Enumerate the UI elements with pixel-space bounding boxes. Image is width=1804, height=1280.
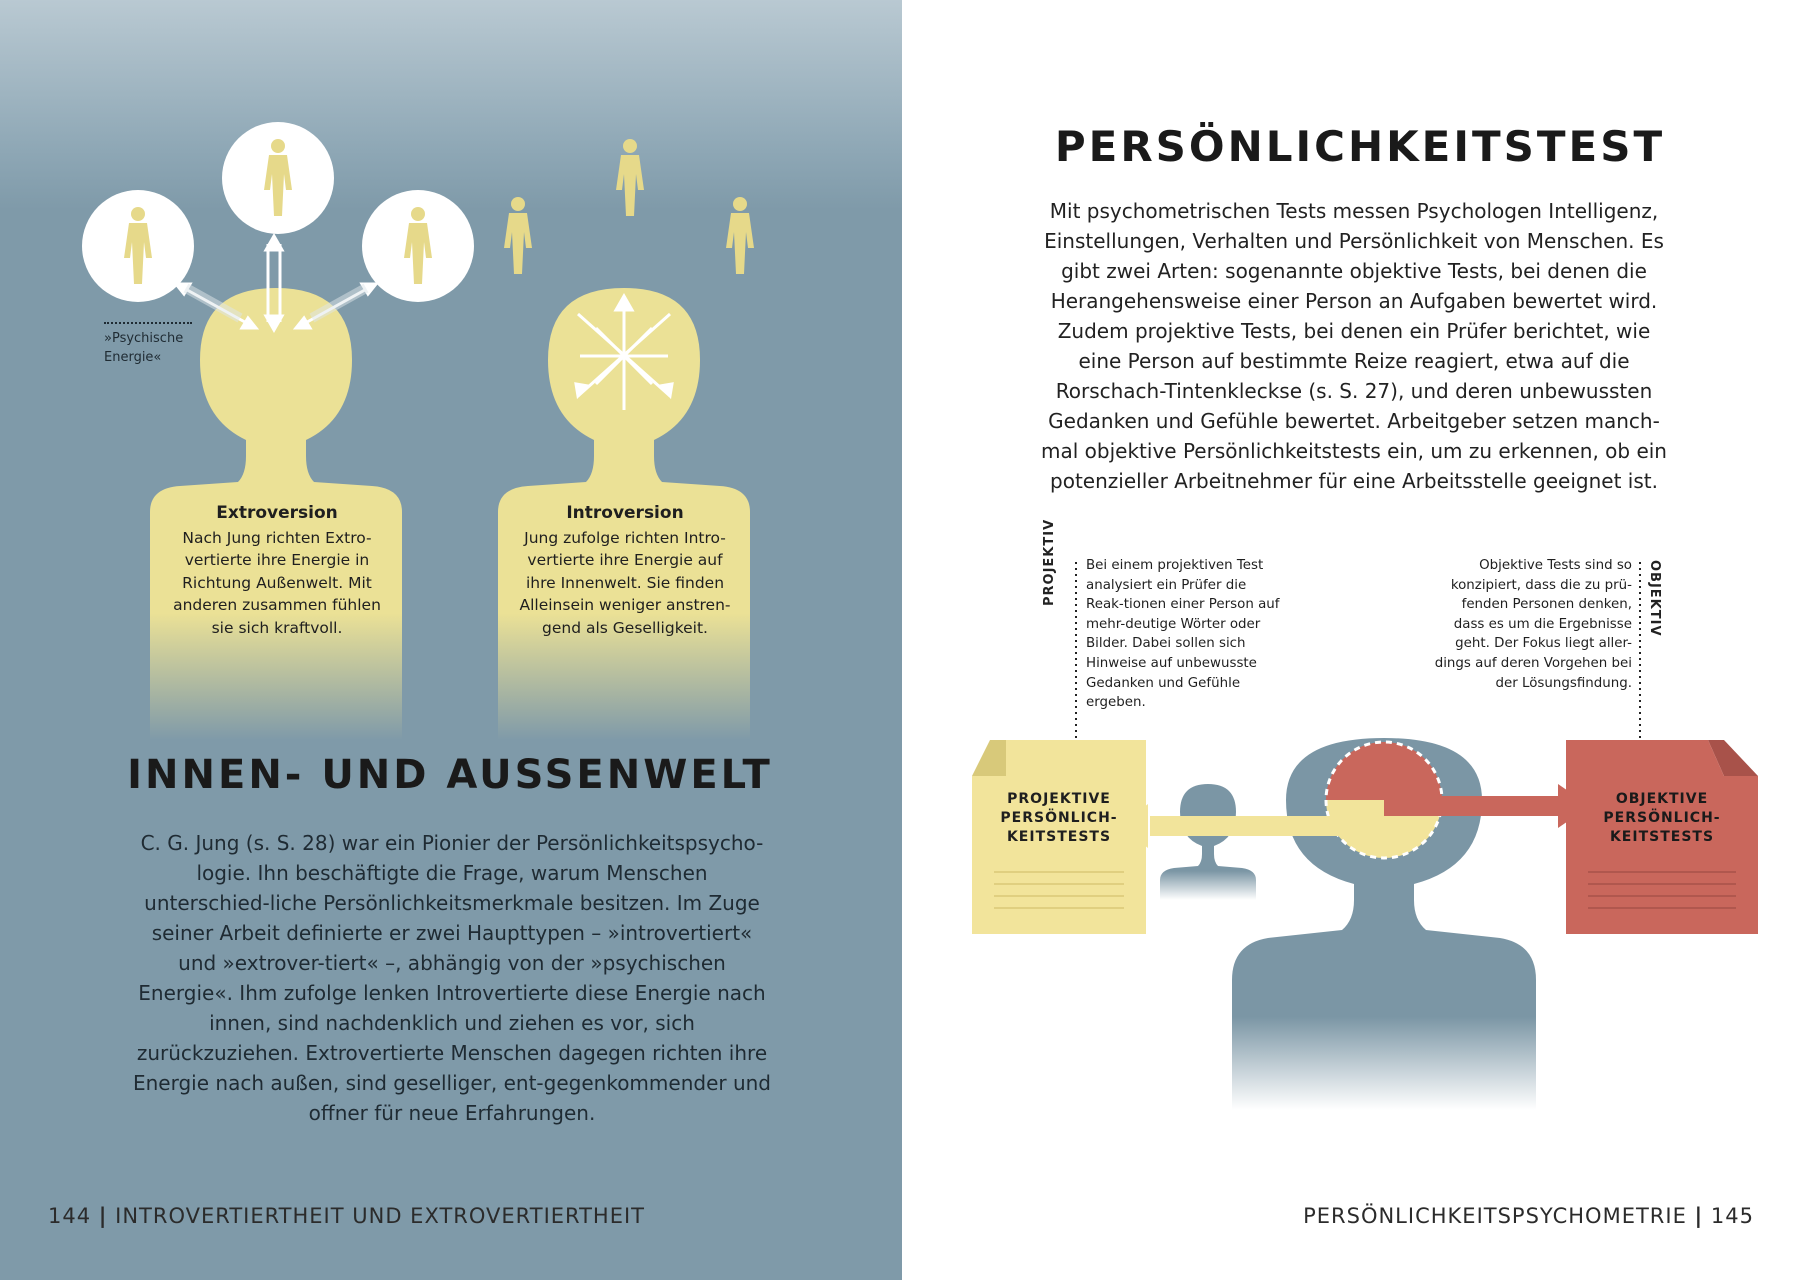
footer-separator-left: | <box>98 1204 108 1228</box>
test-subject-silhouette <box>1232 738 1536 1110</box>
psychic-energy-leader-line <box>104 322 192 324</box>
objective-doc-label: OBJEKTIVE PERSÖNLICH-KEITSTESTS <box>1603 791 1721 845</box>
right-footer <box>1303 1204 1754 1228</box>
personality-test-diagram <box>902 0 1804 1280</box>
examiner-silhouette <box>1160 784 1256 900</box>
extroversion-heading: Extroversion <box>216 503 338 523</box>
introversion-text: Jung zufolge richten Intro-vertierte ihre Energie auf ihre Innenwelt. Sie finden Alleinsein weniger anstren-gend als Geselligkeit. <box>519 528 731 637</box>
left-page-number: 144 <box>48 1204 92 1228</box>
right-page-number: 145 <box>1710 1204 1754 1228</box>
right-footer-section: PERSÖNLICHKEITSPSYCHOMETRIE <box>1303 1204 1687 1228</box>
right-page-body: Mit psychometrischen Tests messen Psychologen Intelligenz, Einstellungen, Verhalten und Persönlichkeit von Menschen. Es gibt zwei Arten: sogenannte objektive Tests, bei denen die Herangehensweise einer Person an Aufgaben bewertet wird. Zudem projektive Tests, bei denen ein Prüfer berichtet, wie eine Person auf bestimmte Reize reagiert, etwa auf die Rorschach-Tintenkleckse (s. S. 27), und deren unbewussten Gedanken und Gefühle bewertet. Arbeitgeber setzen manch-mal objektive Persönlichkeitstests ein, um zu erkennen, ob ein potenzieller Arbeitnehmer für eine Arbeitsstelle geeignet ist. <box>1041 199 1667 493</box>
right-page <box>902 0 1804 1280</box>
left-footer <box>48 1204 645 1228</box>
introversion-box <box>514 502 736 640</box>
projective-doc-label: PROJEKTIVE PERSÖNLICH-KEITSTESTS <box>1000 791 1118 845</box>
introversion-heading: Introversion <box>566 503 684 523</box>
social-circle-right <box>362 190 474 302</box>
projective-note: Bei einem projektiven Test analysiert ein Prüfer die Reak-tionen einer Person auf mehr-deutige Wörter oder Bilder. Dabei sollen sich Hinweise auf unbewusste Gedanken und Gefühle ergeben. <box>1086 558 1280 711</box>
footer-separator-right: | <box>1694 1204 1704 1228</box>
objective-note: Objektive Tests sind so konzipiert, dass die zu prü-fenden Personen denken, dass es um die Ergebnisse geht. Der Fokus liegt aller-dings auf deren Vorgehen bei der Lösungsfindung. <box>1434 558 1632 691</box>
left-page-body: C. G. Jung (s. S. 28) war ein Pionier der Persönlichkeitspsycho-logie. Ihn beschäftigte die Frage, warum Menschen unterschied-liche Persönlichkeitsmerkmale besitzen. Im Zuge seiner Arbeit definierte er zwei Haupttypen – »introvertiert« und »extrover-tiert« –, abhängig von der »psychischen Energie«. Ihm zufolge lenken Introvertierte diese Energie nach innen, sind nachdenklich und ziehen es vor, sich zurückzuziehen. Extrovertierte Menschen dagegen richten ihre Energie nach außen, sind geselliger, ent-gegenkommender und offner für neue Erfahrungen. <box>132 831 772 1125</box>
extroversion-box <box>168 502 386 640</box>
left-page-title: INNEN- UND AUSSENWELT <box>127 752 773 798</box>
left-footer-section: INTROVERTIERTHEIT UND EXTROVERTIERTHEIT <box>115 1204 646 1228</box>
objective-vertical-label: OBJEKTIV <box>1647 560 1662 637</box>
social-circle-center <box>222 122 334 234</box>
projective-vertical-label: PROJEKTIV <box>1042 518 1057 606</box>
standing-figures <box>504 139 754 274</box>
right-page-title: PERSÖNLICHKEITSTEST <box>1054 122 1666 171</box>
psychic-energy-label: »Psychische Energie« <box>104 331 184 365</box>
extroversion-text: Nach Jung richten Extro-vertierte ihre Energie in Richtung Außenwelt. Mit anderen zusammen fühlen sie sich kraftvoll. <box>173 528 381 637</box>
outward-energy-arrows <box>176 236 376 330</box>
